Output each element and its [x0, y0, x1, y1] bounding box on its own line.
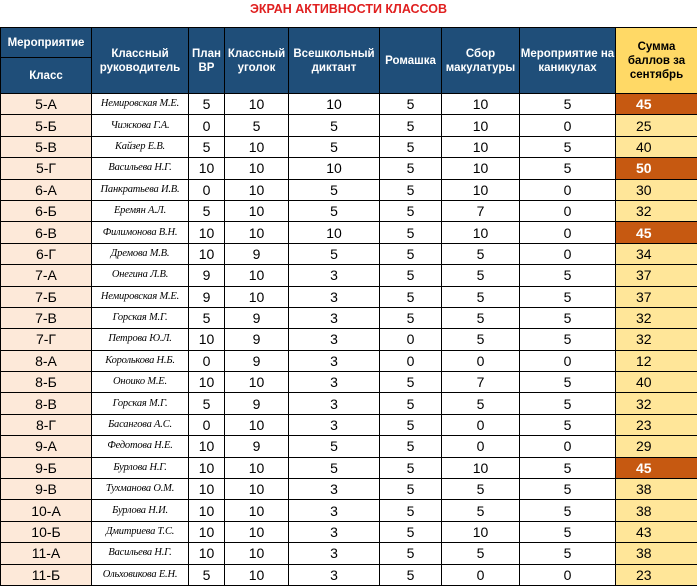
plan-cell: 5: [189, 136, 225, 157]
romashka-cell: 5: [380, 136, 442, 157]
paper-cell: 10: [442, 136, 520, 157]
corner-cell: 5: [225, 115, 289, 136]
paper-cell: 10: [442, 457, 520, 478]
holiday-cell: 5: [520, 286, 616, 307]
table-row: [1, 94, 697, 115]
holiday-cell: 0: [520, 436, 616, 457]
paper-cell: 10: [442, 158, 520, 179]
sum-cell: 43: [616, 521, 697, 542]
paper-cell: 0: [442, 436, 520, 457]
romashka-cell: 5: [380, 393, 442, 414]
sum-cell: 45: [616, 94, 697, 115]
sum-cell: 40: [616, 136, 697, 157]
romashka-cell: 5: [380, 243, 442, 264]
plan-cell: 10: [189, 243, 225, 264]
class-cell: 7-Г: [1, 329, 92, 350]
plan-cell: 5: [189, 564, 225, 585]
sum-cell: 32: [616, 393, 697, 414]
plan-cell: 9: [189, 265, 225, 286]
teacher-cell: Немировская М.Е.: [92, 286, 189, 307]
plan-cell: 0: [189, 350, 225, 371]
paper-cell: 10: [442, 115, 520, 136]
dictation-cell: 3: [289, 350, 380, 371]
holiday-cell: 0: [520, 564, 616, 585]
activity-table: [0, 27, 697, 586]
table-body: [1, 94, 697, 586]
dictation-cell: 3: [289, 286, 380, 307]
class-cell: 10-Б: [1, 521, 92, 542]
plan-cell: 10: [189, 222, 225, 243]
sum-cell: 32: [616, 307, 697, 328]
table-row: [1, 393, 697, 414]
plan-cell: 0: [189, 115, 225, 136]
sum-cell: 30: [616, 179, 697, 200]
header-dictation: Всешкольный диктант: [289, 28, 380, 94]
romashka-cell: 5: [380, 564, 442, 585]
holiday-cell: 5: [520, 372, 616, 393]
plan-cell: 10: [189, 500, 225, 521]
table-row: [1, 200, 697, 221]
holiday-cell: 0: [520, 179, 616, 200]
corner-cell: 10: [225, 265, 289, 286]
teacher-cell: Дремова М.В.: [92, 243, 189, 264]
table-row: [1, 115, 697, 136]
paper-cell: 10: [442, 521, 520, 542]
paper-cell: 5: [442, 307, 520, 328]
dictation-cell: 5: [289, 115, 380, 136]
romashka-cell: 5: [380, 94, 442, 115]
class-cell: 7-А: [1, 265, 92, 286]
class-cell: 9-А: [1, 436, 92, 457]
table-row: [1, 500, 697, 521]
teacher-cell: Горская М.Г.: [92, 307, 189, 328]
sum-cell: 25: [616, 115, 697, 136]
plan-cell: 5: [189, 200, 225, 221]
holiday-cell: 0: [520, 243, 616, 264]
paper-cell: 5: [442, 286, 520, 307]
plan-cell: 10: [189, 436, 225, 457]
corner-cell: 10: [225, 200, 289, 221]
paper-cell: 7: [442, 372, 520, 393]
paper-cell: 5: [442, 243, 520, 264]
sum-cell: 23: [616, 564, 697, 585]
corner-cell: 9: [225, 393, 289, 414]
class-cell: 8-Г: [1, 414, 92, 435]
teacher-cell: Ольховикова Е.Н.: [92, 564, 189, 585]
corner-cell: 10: [225, 158, 289, 179]
plan-cell: 10: [189, 479, 225, 500]
corner-cell: 10: [225, 457, 289, 478]
corner-cell: 9: [225, 243, 289, 264]
holiday-cell: 0: [520, 350, 616, 371]
holiday-cell: 5: [520, 307, 616, 328]
dictation-cell: 3: [289, 500, 380, 521]
dictation-cell: 5: [289, 436, 380, 457]
class-cell: 11-Б: [1, 564, 92, 585]
table-row: [1, 564, 697, 585]
class-cell: 6-Б: [1, 200, 92, 221]
teacher-cell: Тухманова О.М.: [92, 479, 189, 500]
plan-cell: 0: [189, 179, 225, 200]
corner-cell: 10: [225, 479, 289, 500]
table-row: [1, 543, 697, 564]
holiday-cell: 5: [520, 329, 616, 350]
teacher-cell: Еремян А.Л.: [92, 200, 189, 221]
romashka-cell: 5: [380, 414, 442, 435]
header-event: Мероприятие: [1, 28, 92, 58]
paper-cell: 5: [442, 500, 520, 521]
sum-cell: 34: [616, 243, 697, 264]
sum-cell: 38: [616, 543, 697, 564]
sum-cell: 32: [616, 329, 697, 350]
header-paper: Сбор макулатуры: [442, 28, 520, 94]
class-cell: 5-А: [1, 94, 92, 115]
holiday-cell: 5: [520, 500, 616, 521]
romashka-cell: 0: [380, 350, 442, 371]
sum-cell: 23: [616, 414, 697, 435]
corner-cell: 9: [225, 307, 289, 328]
romashka-cell: 5: [380, 286, 442, 307]
teacher-cell: Бурлова Н.И.: [92, 500, 189, 521]
table-row: [1, 286, 697, 307]
header-romashka: Ромашка: [380, 28, 442, 94]
header-teacher: Классный руководитель: [92, 28, 189, 94]
plan-cell: 5: [189, 307, 225, 328]
page-title: ЭКРАН АКТИВНОСТИ КЛАССОВ: [0, 0, 697, 27]
dictation-cell: 3: [289, 307, 380, 328]
table-row: [1, 158, 697, 179]
romashka-cell: 5: [380, 200, 442, 221]
romashka-cell: 5: [380, 500, 442, 521]
sum-cell: 12: [616, 350, 697, 371]
dictation-cell: 3: [289, 479, 380, 500]
holiday-cell: 5: [520, 393, 616, 414]
table-row: [1, 265, 697, 286]
table-row: [1, 243, 697, 264]
class-cell: 7-В: [1, 307, 92, 328]
plan-cell: 10: [189, 457, 225, 478]
holiday-cell: 5: [520, 521, 616, 542]
plan-cell: 10: [189, 372, 225, 393]
table-row: [1, 136, 697, 157]
teacher-cell: Кайзер Е.В.: [92, 136, 189, 157]
class-cell: 11-А: [1, 543, 92, 564]
paper-cell: 10: [442, 222, 520, 243]
holiday-cell: 5: [520, 414, 616, 435]
table-row: [1, 350, 697, 371]
corner-cell: 9: [225, 436, 289, 457]
class-cell: 8-В: [1, 393, 92, 414]
class-cell: 7-Б: [1, 286, 92, 307]
corner-cell: 10: [225, 564, 289, 585]
dictation-cell: 3: [289, 414, 380, 435]
table-row: [1, 307, 697, 328]
sum-cell: 32: [616, 200, 697, 221]
holiday-cell: 5: [520, 543, 616, 564]
dictation-cell: 5: [289, 179, 380, 200]
holiday-cell: 5: [520, 265, 616, 286]
table-row: [1, 479, 697, 500]
dictation-cell: 3: [289, 521, 380, 542]
paper-cell: 0: [442, 350, 520, 371]
teacher-cell: Дмитриева Т.С.: [92, 521, 189, 542]
table-row: [1, 521, 697, 542]
corner-cell: 10: [225, 521, 289, 542]
table-row: [1, 414, 697, 435]
corner-cell: 10: [225, 500, 289, 521]
teacher-cell: Королькова Н.Б.: [92, 350, 189, 371]
paper-cell: 7: [442, 200, 520, 221]
romashka-cell: 5: [380, 115, 442, 136]
plan-cell: 10: [189, 158, 225, 179]
dictation-cell: 3: [289, 372, 380, 393]
paper-cell: 5: [442, 543, 520, 564]
header-class: Класс: [1, 58, 92, 94]
plan-cell: 0: [189, 414, 225, 435]
romashka-cell: 5: [380, 307, 442, 328]
paper-cell: 5: [442, 479, 520, 500]
plan-cell: 10: [189, 329, 225, 350]
holiday-cell: 0: [520, 200, 616, 221]
class-cell: 5-Г: [1, 158, 92, 179]
paper-cell: 0: [442, 414, 520, 435]
class-cell: 6-А: [1, 179, 92, 200]
table-row: [1, 329, 697, 350]
dictation-cell: 3: [289, 564, 380, 585]
header-holiday: Мероприятие на каникулах: [520, 28, 616, 94]
dictation-cell: 10: [289, 94, 380, 115]
sum-cell: 37: [616, 286, 697, 307]
holiday-cell: 5: [520, 479, 616, 500]
dictation-cell: 3: [289, 543, 380, 564]
plan-cell: 10: [189, 543, 225, 564]
teacher-cell: Петрова Ю.Л.: [92, 329, 189, 350]
teacher-cell: Немировская М.Е.: [92, 94, 189, 115]
romashka-cell: 5: [380, 521, 442, 542]
sum-cell: 38: [616, 500, 697, 521]
table-row: [1, 457, 697, 478]
class-cell: 9-Б: [1, 457, 92, 478]
holiday-cell: 5: [520, 457, 616, 478]
teacher-cell: Панкратьева И.В.: [92, 179, 189, 200]
holiday-cell: 5: [520, 94, 616, 115]
corner-cell: 10: [225, 222, 289, 243]
holiday-cell: 5: [520, 158, 616, 179]
dictation-cell: 5: [289, 136, 380, 157]
corner-cell: 10: [225, 543, 289, 564]
plan-cell: 5: [189, 94, 225, 115]
dictation-cell: 10: [289, 158, 380, 179]
sum-cell: 40: [616, 372, 697, 393]
sum-cell: 38: [616, 479, 697, 500]
teacher-cell: Оноико М.Е.: [92, 372, 189, 393]
dictation-cell: 5: [289, 243, 380, 264]
dictation-cell: 5: [289, 457, 380, 478]
table-row: [1, 436, 697, 457]
romashka-cell: 5: [380, 222, 442, 243]
teacher-cell: Горская М.Г.: [92, 393, 189, 414]
class-cell: 9-В: [1, 479, 92, 500]
holiday-cell: 0: [520, 115, 616, 136]
table-row: [1, 222, 697, 243]
teacher-cell: Федотова Н.Е.: [92, 436, 189, 457]
table-row: [1, 372, 697, 393]
table-row: [1, 179, 697, 200]
corner-cell: 9: [225, 350, 289, 371]
plan-cell: 10: [189, 521, 225, 542]
class-cell: 10-А: [1, 500, 92, 521]
sum-cell: 45: [616, 457, 697, 478]
corner-cell: 10: [225, 414, 289, 435]
sum-cell: 37: [616, 265, 697, 286]
dictation-cell: 3: [289, 265, 380, 286]
corner-cell: 10: [225, 286, 289, 307]
paper-cell: 5: [442, 329, 520, 350]
romashka-cell: 5: [380, 265, 442, 286]
teacher-cell: Чижкова Г.А.: [92, 115, 189, 136]
paper-cell: 5: [442, 265, 520, 286]
sum-cell: 50: [616, 158, 697, 179]
romashka-cell: 5: [380, 543, 442, 564]
corner-cell: 10: [225, 179, 289, 200]
romashka-cell: 5: [380, 179, 442, 200]
romashka-cell: 0: [380, 329, 442, 350]
header-corner: Классный уголок: [225, 28, 289, 94]
corner-cell: 10: [225, 136, 289, 157]
romashka-cell: 5: [380, 372, 442, 393]
corner-cell: 10: [225, 372, 289, 393]
dictation-cell: 5: [289, 200, 380, 221]
class-cell: 8-Б: [1, 372, 92, 393]
class-cell: 5-Б: [1, 115, 92, 136]
teacher-cell: Бурлова Н.Г.: [92, 457, 189, 478]
class-cell: 6-Г: [1, 243, 92, 264]
paper-cell: 0: [442, 564, 520, 585]
romashka-cell: 5: [380, 479, 442, 500]
teacher-cell: Басангова А.С.: [92, 414, 189, 435]
teacher-cell: Филимонова В.Н.: [92, 222, 189, 243]
header-plan: План ВР: [189, 28, 225, 94]
plan-cell: 5: [189, 393, 225, 414]
dictation-cell: 10: [289, 222, 380, 243]
teacher-cell: Васильева Н.Г.: [92, 543, 189, 564]
teacher-cell: Онегина Л.В.: [92, 265, 189, 286]
romashka-cell: 5: [380, 158, 442, 179]
class-cell: 8-А: [1, 350, 92, 371]
romashka-cell: 5: [380, 436, 442, 457]
class-cell: 5-В: [1, 136, 92, 157]
header-sum: Сумма баллов за сентябрь: [616, 28, 697, 94]
romashka-cell: 5: [380, 457, 442, 478]
paper-cell: 5: [442, 393, 520, 414]
corner-cell: 9: [225, 329, 289, 350]
class-cell: 6-В: [1, 222, 92, 243]
sum-cell: 29: [616, 436, 697, 457]
corner-cell: 10: [225, 94, 289, 115]
teacher-cell: Васильева Н.Г.: [92, 158, 189, 179]
holiday-cell: 5: [520, 136, 616, 157]
paper-cell: 10: [442, 94, 520, 115]
dictation-cell: 3: [289, 329, 380, 350]
sum-cell: 45: [616, 222, 697, 243]
paper-cell: 10: [442, 179, 520, 200]
dictation-cell: 3: [289, 393, 380, 414]
plan-cell: 9: [189, 286, 225, 307]
holiday-cell: 0: [520, 222, 616, 243]
